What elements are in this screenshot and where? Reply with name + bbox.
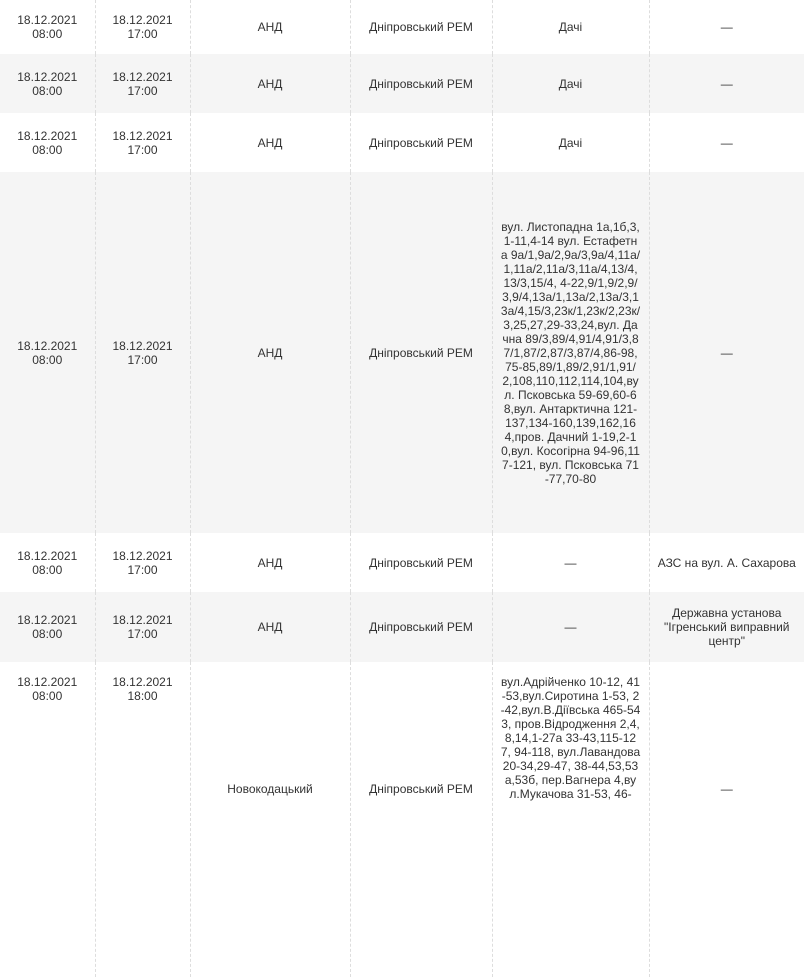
rem-cell: Дніпровський РЕМ — [350, 172, 492, 533]
end-time-cell: 18.12.2021 17:00 — [95, 54, 190, 113]
table-row — [0, 533, 804, 592]
consumers-cell: — — [649, 0, 804, 54]
district-cell: АНД — [190, 113, 350, 172]
rem-cell: Дніпровський РЕМ — [350, 592, 492, 662]
rem-cell: Дніпровський РЕМ — [350, 662, 492, 977]
consumers-cell: АЗС на вул. А. Сахарова — [649, 533, 804, 592]
end-time-cell: 18.12.2021 17:00 — [95, 113, 190, 172]
rem-cell: Дніпровський РЕМ — [350, 54, 492, 113]
rem-cell: Дніпровський РЕМ — [350, 0, 492, 54]
addresses-cell: — — [492, 533, 649, 592]
end-time-cell: 18.12.2021 17:00 — [95, 0, 190, 54]
end-time-cell: 18.12.2021 18:00 — [95, 662, 190, 977]
consumers-cell: — — [649, 113, 804, 172]
addresses-cell: Дачі — [492, 113, 649, 172]
start-time-cell: 18.12.2021 08:00 — [0, 0, 95, 54]
end-time-cell: 18.12.2021 17:00 — [95, 172, 190, 533]
start-time-cell: 18.12.2021 08:00 — [0, 172, 95, 533]
table-row — [0, 54, 804, 113]
table-row — [0, 592, 804, 662]
end-time-cell: 18.12.2021 17:00 — [95, 533, 190, 592]
addresses-cell: вул. Листопадна 1а,1б,3,1-11,4-14 вул. Естафетна 9а/1,9а/2,9а/3,9а/4,11а/1,11а/2,11а/3,11а/4,13/4,13/3,15/4, 4-22,9/1,9/2,9/3,9/4,13а/1,13а/2,13а/3,13а/4,15/3,23к/1,23к/2,23к/3,25,27,29-33,24,вул. Дачна 89/3,89/4,91/4,91/3,87/1,87/2,87/3,87/4,86-98,75-85,89/1,89/2,91/1,91/2,108,110,112,114,104,вул. Псковська 59-69,60-68,вул. Антарктична 121-137,134-160,139,162,164,пров. Дачний 1-19,2-10,вул. Косогірна 94-96,117-121, вул. Псковська 71-77,70-80 — [492, 172, 649, 533]
addresses-cell: Дачі — [492, 54, 649, 113]
end-time-cell: 18.12.2021 17:00 — [95, 592, 190, 662]
district-cell: АНД — [190, 592, 350, 662]
start-time-cell: 18.12.2021 08:00 — [0, 533, 95, 592]
district-cell: Новокодацький — [190, 662, 350, 977]
table-row — [0, 662, 804, 977]
consumers-cell: — — [649, 662, 804, 977]
district-cell: АНД — [190, 54, 350, 113]
table-row — [0, 172, 804, 533]
consumers-cell: Державна установа "Ігренський виправний центр" — [649, 592, 804, 662]
addresses-cell: вул.Адрійченко 10-12, 41-53,вул.Сиротина 1-53, 2-42,вул.В.Діївська 465-543, пров.Відродження 2,4,8,14,1-27а 33-43,115-127, 94-118, вул.Лавандова 20-34,29-47, 38-44,53,53а,53б, пер.Вагнера 4,вул.Мукачова 31-53, 46- — [492, 662, 649, 977]
table-row — [0, 113, 804, 172]
consumers-cell: — — [649, 54, 804, 113]
district-cell: АНД — [190, 172, 350, 533]
rem-cell: Дніпровський РЕМ — [350, 113, 492, 172]
start-time-cell: 18.12.2021 08:00 — [0, 592, 95, 662]
start-time-cell: 18.12.2021 08:00 — [0, 54, 95, 113]
district-cell: АНД — [190, 533, 350, 592]
start-time-cell: 18.12.2021 08:00 — [0, 662, 95, 977]
start-time-cell: 18.12.2021 08:00 — [0, 113, 95, 172]
rem-cell: Дніпровський РЕМ — [350, 533, 492, 592]
district-cell: АНД — [190, 0, 350, 54]
consumers-cell: — — [649, 172, 804, 533]
table-row — [0, 0, 804, 54]
addresses-cell: Дачі — [492, 0, 649, 54]
addresses-cell: — — [492, 592, 649, 662]
